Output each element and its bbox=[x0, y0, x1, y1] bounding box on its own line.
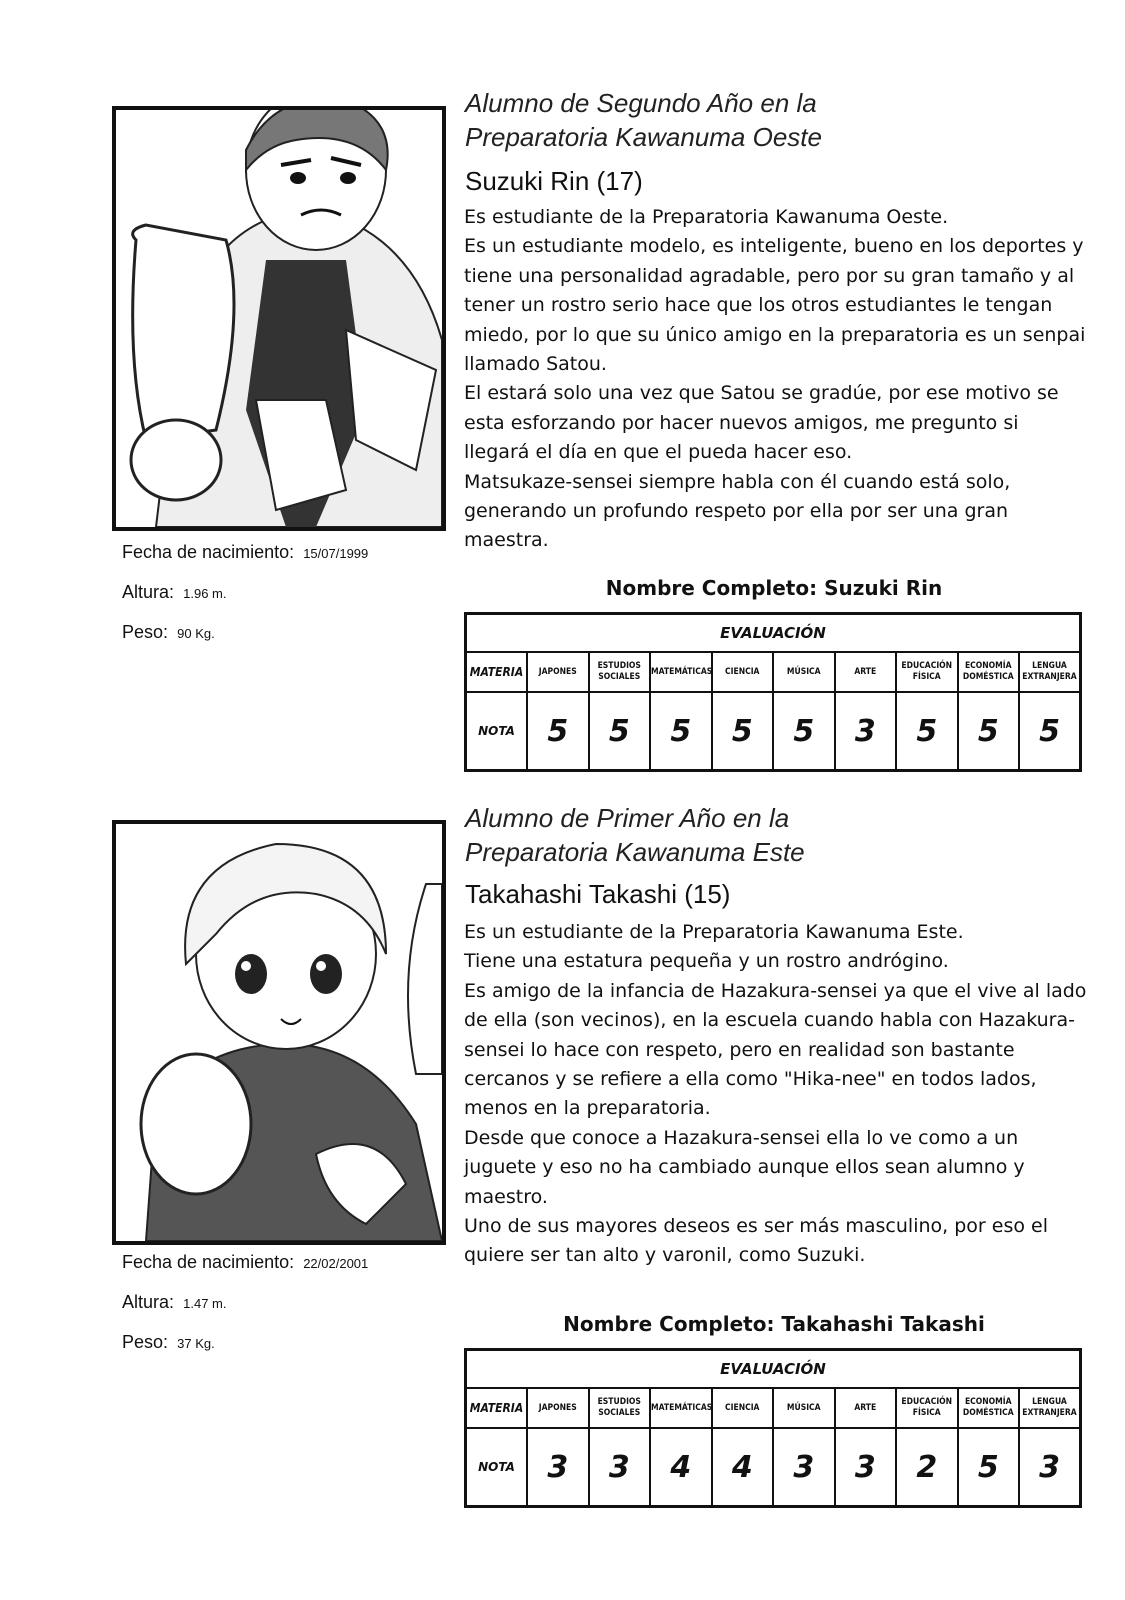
weight bbox=[122, 1331, 368, 1371]
subject-cell: MÚSICA bbox=[773, 1388, 835, 1428]
description-paragraph: El estará solo una vez que Satou se gradúe, por ese motivo se esta esforzando por hacer nuevos amigos, me pregunto si llegará el día en que el pueda hacer eso. bbox=[464, 382, 1059, 464]
grades-row bbox=[466, 1428, 1081, 1507]
full-name: Nombre Completo: Suzuki Rin bbox=[605, 576, 943, 600]
description-paragraph: Tiene una estatura pequeña y un rostro andrógino. bbox=[464, 950, 949, 973]
birth-date bbox=[122, 1251, 368, 1291]
subject-cell: ARTE bbox=[835, 1388, 897, 1428]
grade-header: NOTA bbox=[466, 1428, 528, 1507]
subjects-row bbox=[466, 652, 1081, 692]
description-paragraph: Uno de sus mayores deseos es ser más masculino, por eso el quiere ser tan alto y varonil, como Suzuki. bbox=[464, 1215, 1048, 1267]
height bbox=[122, 1291, 368, 1331]
school-line-2: Preparatoria Kawanuma Este bbox=[465, 837, 805, 867]
birth-date-label: Fecha de nacimiento: bbox=[122, 542, 295, 562]
subject-cell: MATEMÁTICAS bbox=[650, 652, 712, 692]
character-portrait-suzuki bbox=[112, 106, 446, 531]
grade-cell: 3 bbox=[835, 692, 897, 771]
evaluation-title: EVALUACIÓN bbox=[466, 614, 1081, 653]
weight-label: Peso: bbox=[122, 622, 169, 642]
subject-cell: ARTE bbox=[835, 652, 897, 692]
birth-date-value: 15/07/1999 bbox=[303, 546, 369, 561]
character-description bbox=[464, 203, 1089, 556]
grade-cell: 4 bbox=[650, 1428, 712, 1507]
weight bbox=[122, 621, 368, 661]
description-paragraph: Es estudiante de la Preparatoria Kawanuma Oeste. bbox=[464, 206, 949, 228]
school-line-1: Alumno de Segundo Año en la bbox=[465, 88, 817, 118]
school-line-2: Preparatoria Kawanuma Oeste bbox=[465, 122, 822, 152]
grade-cell: 3 bbox=[835, 1428, 897, 1507]
subject-cell: JAPONES bbox=[527, 1388, 589, 1428]
stats-block bbox=[122, 541, 368, 661]
subject-cell: CIENCIA bbox=[712, 652, 774, 692]
school-line-1: Alumno de Primer Año en la bbox=[465, 803, 790, 833]
description-paragraph: Desde que conoce a Hazakura-sensei ella lo ve como a un juguete y eso no ha cambiado aunque ellos sean alumno y maestro. bbox=[464, 1126, 1025, 1208]
full-name: Nombre Completo: Takahashi Takashi bbox=[563, 1312, 985, 1336]
grade-cell: 2 bbox=[896, 1428, 958, 1507]
subjects-row bbox=[466, 1388, 1081, 1428]
grade-cell: 5 bbox=[589, 692, 651, 771]
grade-cell: 5 bbox=[958, 692, 1020, 771]
grade-cell: 5 bbox=[527, 692, 589, 771]
subject-cell: LENGUA EXTRANJERA bbox=[1019, 652, 1081, 692]
subject-cell: EDUCACIÓN FÍSICA bbox=[896, 652, 958, 692]
profile-card-takahashi bbox=[0, 730, 1125, 1570]
grade-cell: 5 bbox=[650, 692, 712, 771]
height-value: 1.96 m. bbox=[183, 586, 227, 601]
subject-cell: MATEMÁTICAS bbox=[650, 1388, 712, 1428]
grade-cell: 3 bbox=[589, 1428, 651, 1507]
grade-cell: 5 bbox=[712, 692, 774, 771]
grade-cell: 4 bbox=[712, 1428, 774, 1507]
grade-cell: 5 bbox=[896, 692, 958, 771]
stats-block bbox=[122, 1251, 368, 1371]
grade-cell: 5 bbox=[958, 1428, 1020, 1507]
description-paragraph: Matsukaze-sensei siempre habla con él cuando está solo, generando un profundo respeto por ella por ser una gran maestra. bbox=[464, 470, 1011, 552]
subject-cell: LENGUA EXTRANJERA bbox=[1019, 1388, 1081, 1428]
evaluation-title: EVALUACIÓN bbox=[466, 1350, 1081, 1389]
height-value: 1.47 m. bbox=[183, 1296, 227, 1311]
grade-cell: 3 bbox=[1019, 1428, 1081, 1507]
subject-cell: ESTUDIOS SOCIALES bbox=[589, 652, 651, 692]
character-portrait-takahashi bbox=[112, 820, 446, 1245]
school-heading bbox=[465, 801, 1085, 869]
description-paragraph: Es amigo de la infancia de Hazakura-sensei ya que el vive al lado de ella (son vecinos), en la escuela cuando habla con Hazakura-sensei lo hace con respeto, pero en realidad son bastante cercanos y se refiere a ella como "Hika-nee" en todos lados, menos en la preparatoria. bbox=[464, 979, 1087, 1120]
manga-illustration-takahashi bbox=[116, 824, 442, 1241]
birth-date bbox=[122, 541, 368, 581]
student-name: Suzuki Rin (17) bbox=[465, 166, 643, 196]
manga-illustration-suzuki bbox=[116, 110, 442, 527]
subject-cell: CIENCIA bbox=[712, 1388, 774, 1428]
school-heading bbox=[465, 86, 1085, 154]
subject-cell: JAPONES bbox=[527, 652, 589, 692]
profile-card-suzuki bbox=[0, 0, 1125, 790]
subject-cell: ECONOMÍA DOMÉSTICA bbox=[958, 652, 1020, 692]
grade-header: NOTA bbox=[466, 692, 528, 771]
subject-header: MATERIA bbox=[466, 652, 528, 692]
description-paragraph: Es un estudiante de la Preparatoria Kawanuma Este. bbox=[464, 921, 964, 943]
height-label: Altura: bbox=[122, 582, 175, 602]
subject-header: MATERIA bbox=[466, 1388, 528, 1428]
weight-value: 37 Kg. bbox=[177, 1336, 215, 1351]
grade-cell: 3 bbox=[773, 1428, 835, 1507]
height bbox=[122, 581, 368, 621]
birth-date-label: Fecha de nacimiento: bbox=[122, 1252, 295, 1272]
description-paragraph: Es un estudiante modelo, es inteligente, bueno en los deportes y tiene una personalidad agradable, pero por su gran tamaño y al tener un rostro serio hace que los otros estudiantes le tengan miedo, por lo que su único amigo en la preparatoria es un senpai llamado Satou. bbox=[464, 235, 1086, 376]
height-label: Altura: bbox=[122, 1292, 175, 1312]
subject-cell: MÚSICA bbox=[773, 652, 835, 692]
grade-cell: 3 bbox=[527, 1428, 589, 1507]
weight-label: Peso: bbox=[122, 1332, 169, 1352]
character-description bbox=[464, 918, 1089, 1271]
birth-date-value: 22/02/2001 bbox=[303, 1256, 369, 1271]
subject-cell: ESTUDIOS SOCIALES bbox=[589, 1388, 651, 1428]
grade-cell: 5 bbox=[1019, 692, 1081, 771]
subject-cell: EDUCACIÓN FÍSICA bbox=[896, 1388, 958, 1428]
weight-value: 90 Kg. bbox=[177, 626, 215, 641]
grade-cell: 5 bbox=[773, 692, 835, 771]
student-name: Takahashi Takashi (15) bbox=[465, 879, 731, 909]
evaluation-table bbox=[464, 1348, 1082, 1508]
subject-cell: ECONOMÍA DOMÉSTICA bbox=[958, 1388, 1020, 1428]
